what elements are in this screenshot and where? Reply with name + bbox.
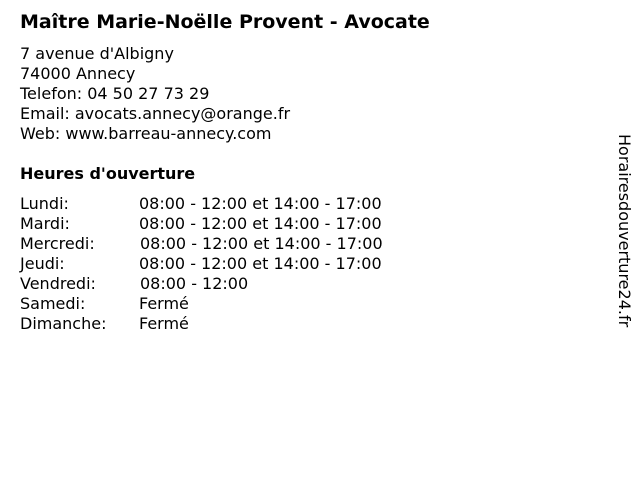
day-label: Lundi: (20, 194, 69, 213)
hours-heading: Heures d'ouverture (20, 164, 196, 183)
day-label: Jeudi: (20, 254, 65, 273)
email-address: Email: avocats.annecy@orange.fr (20, 104, 291, 123)
day-hours: 08:00 - 12:00 et 14:00 - 17:00 (139, 214, 382, 233)
day-hours: 08:00 - 12:00 et 14:00 - 17:00 (140, 234, 383, 253)
contact-block (20, 44, 290, 144)
day-hours: 08:00 - 12:00 (140, 274, 249, 293)
day-hours: 08:00 - 12:00 et 14:00 - 17:00 (139, 254, 382, 273)
day-hours: 08:00 - 12:00 et 14:00 - 17:00 (139, 194, 382, 213)
city: 74000 Annecy (20, 64, 136, 83)
day-label: Mardi: (20, 214, 70, 233)
phone-number: Telefon: 04 50 27 73 29 (20, 84, 210, 103)
day-label: Dimanche: (20, 314, 107, 333)
page-title: Maître Marie-Noëlle Provent - Avocate (20, 11, 430, 33)
website: Web: www.barreau-annecy.com (20, 124, 272, 143)
day-hours: Fermé (139, 314, 189, 333)
day-label: Vendredi: (20, 274, 96, 293)
day-label: Mercredi: (20, 234, 95, 253)
street-address: 7 avenue d'Albigny (20, 44, 174, 63)
day-hours: Fermé (139, 294, 189, 313)
day-label: Samedi: (20, 294, 86, 313)
watermark: Horairesdouverture24.fr (615, 134, 634, 328)
